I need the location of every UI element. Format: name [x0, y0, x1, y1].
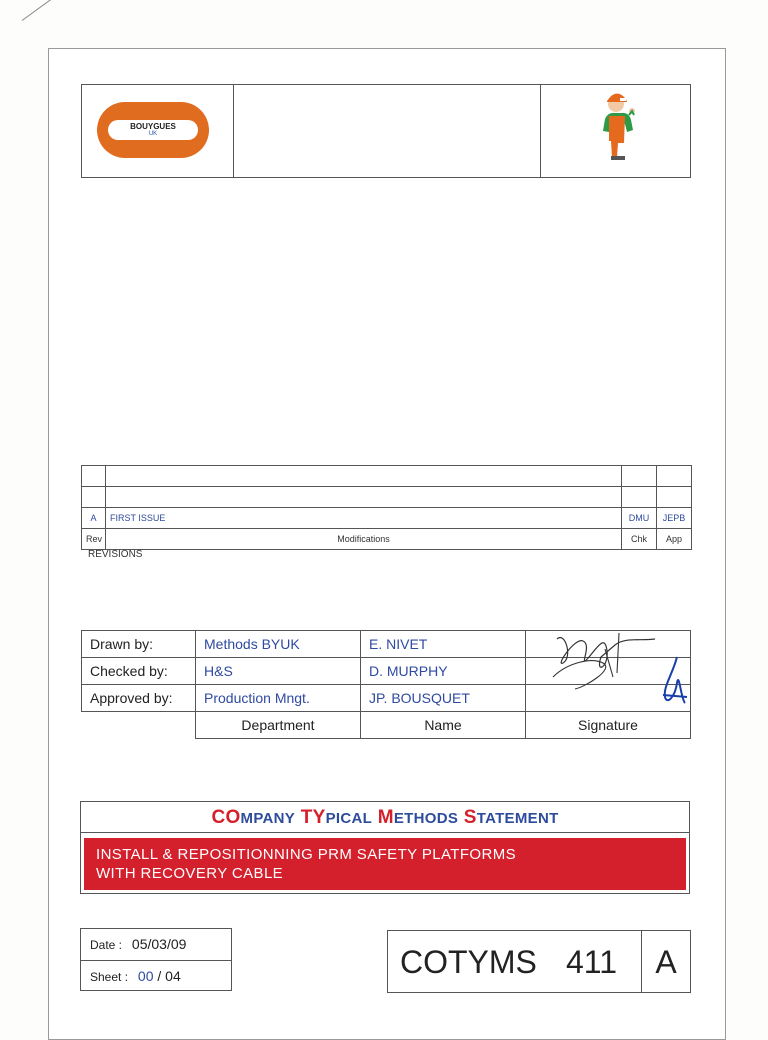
code-number: 411 — [566, 944, 618, 980]
chk-cell — [622, 466, 657, 487]
document-title-line2: WITH RECOVERY CABLE — [96, 865, 284, 882]
logo-plate — [108, 120, 198, 140]
signature-cell — [526, 631, 691, 658]
role-label: Drawn by: — [82, 631, 196, 658]
approvals-table — [81, 630, 691, 739]
signature-cell — [526, 658, 691, 685]
rev-cell — [82, 466, 106, 487]
revisions-caption: REVISIONS — [88, 549, 143, 560]
modification-cell — [106, 487, 622, 508]
company-logo — [97, 102, 209, 158]
heading-rest: PICAL — [325, 810, 373, 827]
document-title-line1: INSTALL & REPOSITIONNING PRM SAFETY PLATFORMS — [96, 846, 517, 863]
department-cell: Methods BYUK — [196, 631, 361, 658]
sheet-label: Sheet : — [90, 970, 129, 984]
role-label: Checked by: — [82, 658, 196, 685]
sheet-total: / 04 — [157, 968, 181, 984]
code-revision: A — [655, 944, 677, 980]
heading-initial: M — [377, 807, 394, 828]
department-cell: Production Mngt. — [196, 685, 361, 712]
sheet-row — [81, 961, 231, 992]
table-row — [82, 631, 691, 658]
heading-initial: TY — [300, 807, 326, 828]
date-label: Date : — [90, 938, 123, 952]
sheet-current: 00 — [137, 968, 154, 984]
signature-cell — [526, 685, 691, 712]
logo-cell — [82, 85, 234, 177]
heading-initial: S — [463, 807, 477, 828]
worker-mascot-icon — [541, 85, 692, 179]
scan-mark — [22, 0, 57, 21]
app-header: App — [657, 529, 692, 550]
mascot-cell — [541, 85, 692, 177]
table-row — [82, 487, 692, 508]
chk-cell — [622, 487, 657, 508]
document-page — [48, 48, 726, 1040]
app-cell — [657, 487, 692, 508]
table-row — [82, 466, 692, 487]
rev-cell: A — [82, 508, 106, 529]
header-box — [81, 84, 691, 178]
chk-cell: DMU — [622, 508, 657, 529]
name-cell: JP. BOUSQUET — [361, 685, 526, 712]
modification-cell: FIRST ISSUE — [106, 508, 622, 529]
revisions-table — [81, 465, 692, 550]
chk-header: Chk — [622, 529, 657, 550]
signature-header: Signature — [526, 712, 691, 739]
modifications-header: Modifications — [106, 529, 622, 550]
logo-name: BOUYGUES — [130, 122, 176, 131]
code-prefix: COTYMS — [400, 944, 537, 980]
document-code — [388, 931, 642, 992]
name-cell: D. MURPHY — [361, 658, 526, 685]
table-row — [82, 658, 691, 685]
department-cell: H&S — [196, 658, 361, 685]
header-blank-cell — [234, 85, 541, 177]
table-header-row — [82, 712, 691, 739]
title-box — [80, 801, 690, 894]
app-cell: JEPB — [657, 508, 692, 529]
date-value: 05/03/09 — [131, 936, 187, 952]
table-header-row — [82, 529, 692, 550]
rev-header: Rev — [82, 529, 106, 550]
logo-sub: UK — [148, 131, 158, 137]
app-cell — [657, 466, 692, 487]
heading-rest: ETHODS — [393, 810, 459, 827]
empty-cell — [82, 712, 196, 739]
name-cell: E. NIVET — [361, 631, 526, 658]
document-type-heading — [81, 802, 689, 833]
name-header: Name — [361, 712, 526, 739]
document-code-box — [387, 930, 691, 993]
date-sheet-box — [80, 928, 232, 991]
heading-rest: MPANY — [240, 810, 296, 827]
department-header: Department — [196, 712, 361, 739]
role-label: Approved by: — [82, 685, 196, 712]
table-row — [82, 508, 692, 529]
rev-cell — [82, 487, 106, 508]
heading-rest: TATEMENT — [476, 810, 559, 827]
document-title — [84, 838, 686, 890]
table-row — [82, 685, 691, 712]
date-row — [81, 929, 231, 961]
heading-initial: CO — [211, 807, 241, 828]
modification-cell — [106, 466, 622, 487]
